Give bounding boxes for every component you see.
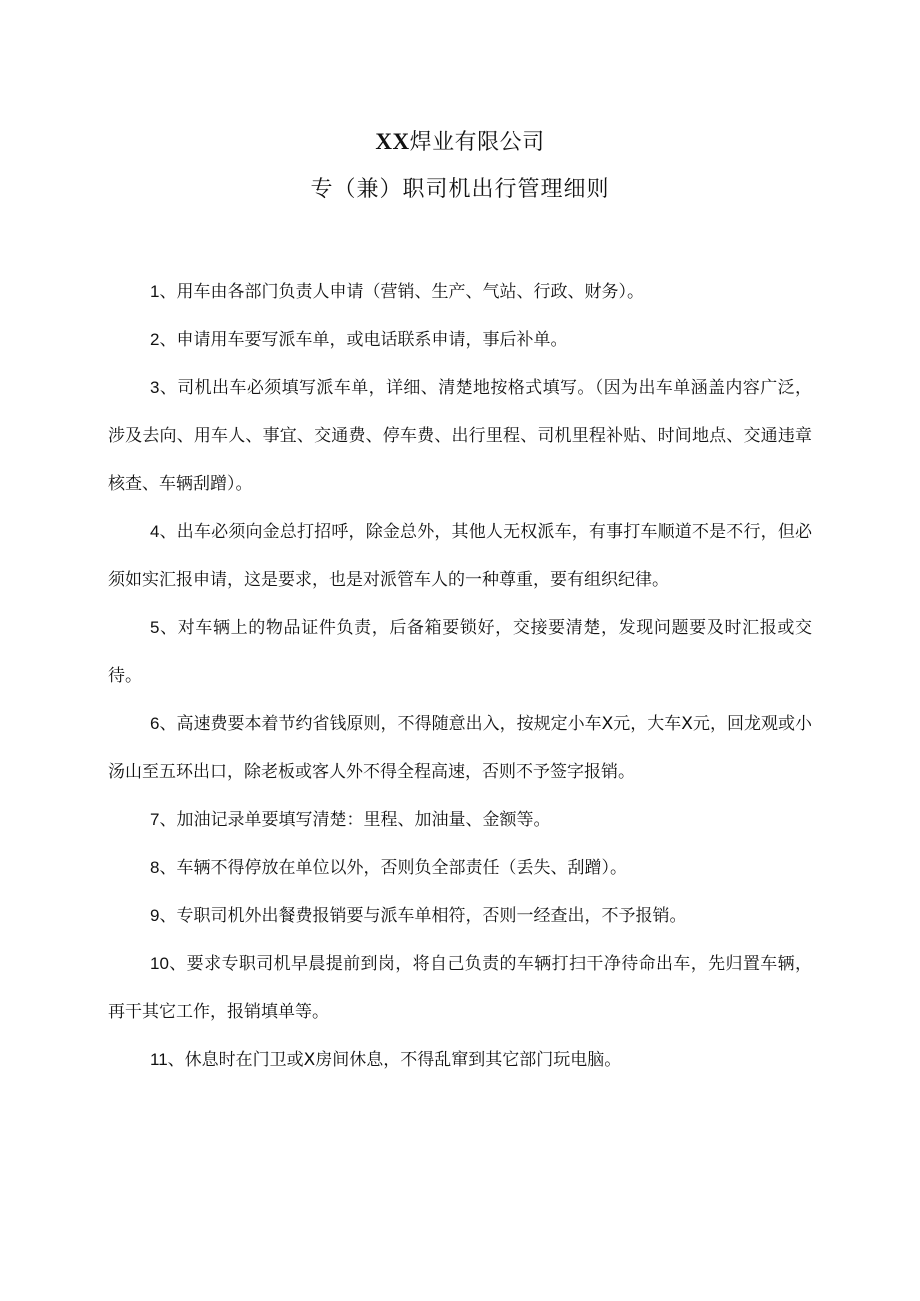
clause-text: 、申请用车要写派车单，或电话联系申请，事后补单。 [159,330,568,350]
company-title [0,123,920,162]
clause-text: 、司机出车必须填写派车单，详细、清楚地按格式填写。（因为出车单涵盖内容广泛，涉及去向、用车人、事宜、交通费、停车费、出行里程、司机里程补贴、时间地点、交通违章核查、车辆刮蹭）。 [108,378,812,494]
clause-text: 、加油记录单要填写清楚：里程、加油量、金额等。 [159,810,551,830]
clause-number: 11 [150,1050,168,1069]
clause-text: 、车辆不得停放在单位以外，否则负全部责任（丢失、刮蹭）。 [159,858,627,878]
clause-list [108,268,812,1084]
clause-item [108,364,812,508]
clause-text: 、出车必须向金总打招呼，除金总外，其他人无权派车，有事打车顺道不是不行，但必须如实汇报申请，这是要求，也是对派管车人的一种尊重，要有组织纪律。 [108,522,812,590]
clause-number: 7 [150,810,160,829]
clause-number: 6 [150,714,160,733]
clause-item [108,892,812,940]
clause-text: 、高速费要本着节约省钱原则，不得随意出入，按规定小车X元，大车X元，回龙观或小汤山至五环出口，除老板或客人外不得全程高速，否则不予签字报销。 [108,714,812,782]
clause-item [108,1036,812,1084]
clause-number: 10 [150,954,169,973]
clause-item [108,316,812,364]
clause-text: 、休息时在门卫或X房间休息，不得乱窜到其它部门玩电脑。 [167,1050,622,1070]
clause-number: 4 [150,522,160,541]
clause-item [108,940,812,1036]
clause-number: 8 [150,858,160,877]
document-title: 专（兼）职司机出行管理细则 [310,177,610,202]
clause-number: 3 [150,378,160,397]
company-name: 焊业有限公司 [409,130,545,155]
clause-item [108,604,812,700]
clause-item [108,508,812,604]
clause-text: 、专职司机外出餐费报销要与派车单相符，否则一经查出，不予报销。 [159,906,687,926]
clause-item [108,268,812,316]
clause-number: 1 [150,282,160,301]
company-prefix: XX [375,129,410,154]
clause-text: 、用车由各部门负责人申请（营销、生产、气站、行政、财务）。 [159,282,644,302]
clause-number: 5 [150,618,160,637]
clause-number: 9 [150,906,160,925]
clause-item [108,844,812,892]
clause-item [108,796,812,844]
clause-text: 、对车辆上的物品证件负责，后备箱要锁好，交接要清楚，发现问题要及时汇报或交待。 [108,618,812,686]
clause-text: 、要求专职司机早晨提前到岗，将自己负责的车辆打扫干净待命出车，先归置车辆，再干其它工作，报销填单等。 [108,954,812,1022]
clause-item [108,700,812,796]
clause-number: 2 [150,330,160,349]
